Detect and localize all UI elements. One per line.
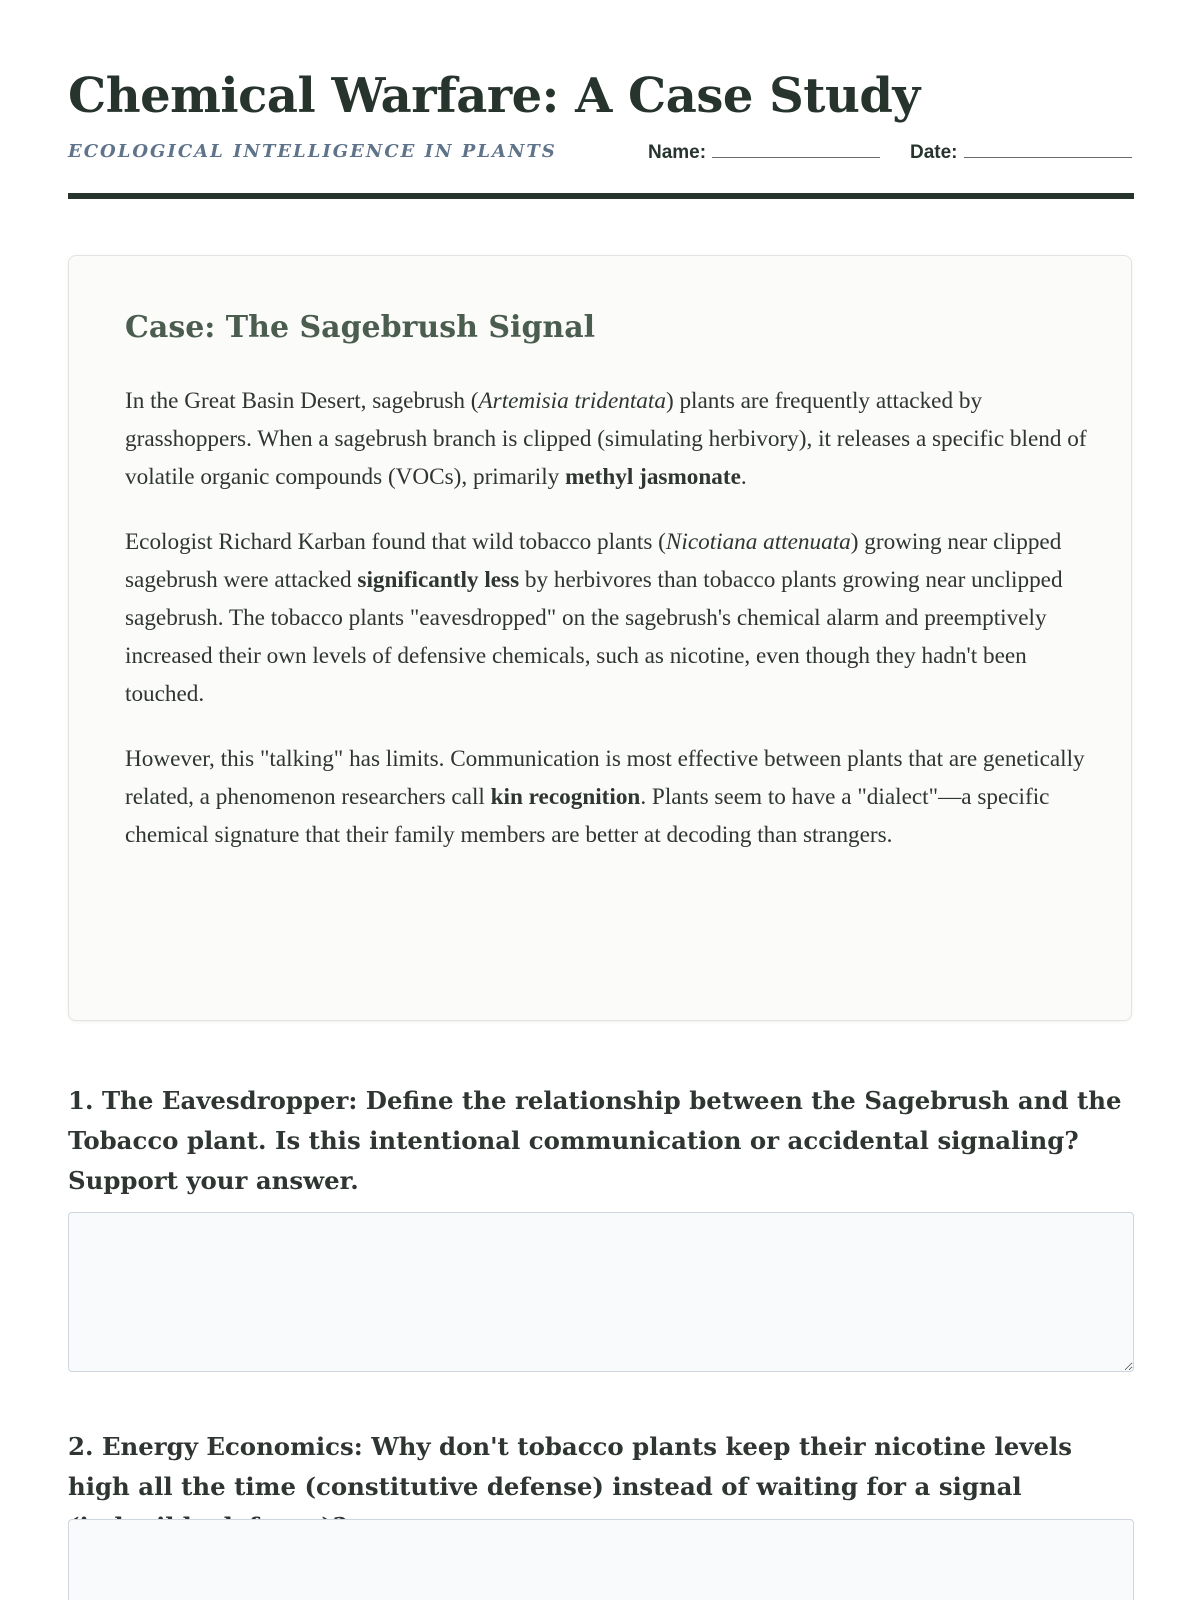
answer-box-1[interactable] bbox=[68, 1212, 1134, 1372]
case-body bbox=[125, 382, 1091, 881]
answer-box-2[interactable] bbox=[68, 1519, 1134, 1600]
page-subtitle: ECOLOGICAL INTELLIGENCE IN PLANTS bbox=[68, 141, 557, 162]
date-label: Date: bbox=[910, 142, 958, 163]
species-name: Nicotiana attenuata bbox=[665, 529, 851, 555]
case-study-box bbox=[68, 255, 1132, 1021]
case-paragraph-2: Ecologist Richard Karban found that wild tobacco plants (Nicotiana attenuata) growing near clipped sagebrush were attacked significantly less by herbivores than tobacco plants growing near unclipped sagebrush. The tobacco plants "eavesdropped" on the sagebrush's chemical alarm and preemptively increased their own levels of defensive chemicals, such as nicotine, even though they hadn't been touched. bbox=[125, 529, 1063, 707]
species-name: Artemisia tridentata bbox=[478, 388, 666, 414]
question-1: 1. The Eavesdropper: Define the relationship between the Sagebrush and the Tobacco plant. Is this intentional communication or accidental signaling? Support your answer. bbox=[68, 1086, 1122, 1195]
case-title: Case: The Sagebrush Signal bbox=[125, 310, 596, 345]
name-blank-line[interactable] bbox=[712, 141, 880, 158]
key-term: kin recognition bbox=[490, 784, 641, 810]
date-field bbox=[910, 141, 1132, 164]
case-paragraph-1: In the Great Basin Desert, sagebrush (Artemisia tridentata) plants are frequently attacked by grasshoppers. When a sagebrush branch is clipped (simulating herbivory), it releases a specific blend of volatile organic compounds (VOCs), primarily methyl jasmonate. bbox=[125, 388, 1087, 490]
page-title: Chemical Warfare: A Case Study bbox=[68, 68, 920, 124]
header-divider bbox=[68, 193, 1134, 199]
name-label: Name: bbox=[648, 142, 707, 163]
question-2: 2. Energy Economics: Why don't tobacco plants keep their nicotine levels high all the time (constitutive defense) instead of waiting for a signal bbox=[68, 1432, 1072, 1501]
name-field bbox=[648, 141, 880, 164]
case-paragraph-3: However, this "talking" has limits. Communication is most effective between plants that are genetically related, a phenomenon researchers call kin recognition. Plants seem to have a "dialect"—a specific chemical signature that their family members are better at decoding than strangers. bbox=[125, 746, 1085, 848]
key-term: significantly less bbox=[357, 567, 520, 593]
date-blank-line[interactable] bbox=[964, 141, 1132, 158]
key-term: methyl jasmonate bbox=[565, 464, 741, 490]
